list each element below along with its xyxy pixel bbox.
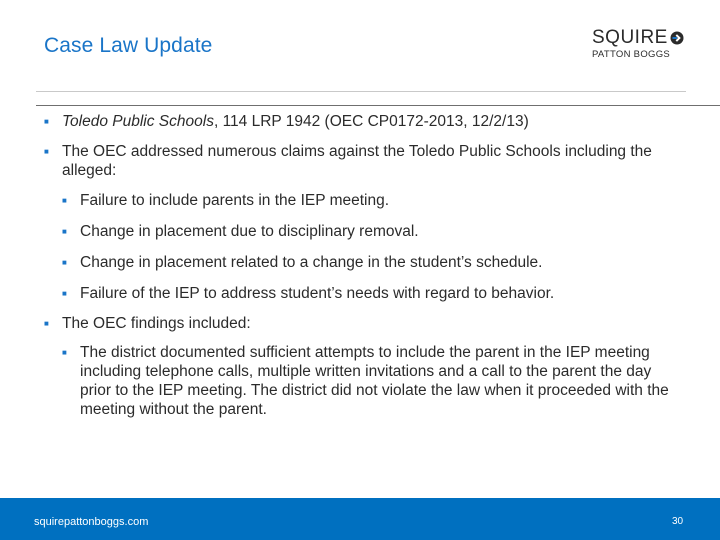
sub-bullet-marker: ■ [62, 289, 67, 298]
company-logo [592, 28, 692, 64]
slide-content [44, 112, 684, 431]
logo-wordmark-top: SQUIRE [592, 27, 668, 48]
sub-bullet-item [44, 222, 684, 241]
sub-bullet-text: Change in placement due to disciplinary removal. [80, 223, 419, 240]
bullet-marker: ■ [44, 147, 49, 156]
slide-title: Case Law Update [44, 34, 213, 57]
logo-mark-icon [670, 31, 684, 45]
header-divider-dark [36, 105, 720, 106]
sub-bullet-text: Change in placement related to a change in the student’s schedule. [80, 254, 543, 271]
bullet-findings [44, 314, 684, 333]
sub-bullet-marker: ■ [62, 258, 67, 267]
sub-bullet-text: The district documented sufficient attempts to include the parent in the IEP meeting including telephone calls, multiple written invitations and a call to the parent the day prior to the IEP meeting. The district did not violate the law when it proceeded with the meeting without the parent. [80, 344, 669, 418]
sub-bullet-marker: ■ [62, 348, 67, 357]
case-citation: , 114 LRP 1942 (OEC CP0172-2013, 12/2/13) [213, 113, 529, 130]
bullet-marker: ■ [44, 319, 49, 328]
findings-text: The OEC findings included: [62, 315, 251, 332]
sub-bullet-text: Failure to include parents in the IEP meeting. [80, 192, 390, 209]
sub-bullet-item [44, 191, 684, 210]
sub-bullet-marker: ■ [62, 196, 67, 205]
claims-text: The OEC addressed numerous claims against the Toledo Public Schools including the alleged: [62, 143, 652, 179]
sub-bullet-text: Failure of the IEP to address student’s needs with regard to behavior. [80, 285, 555, 302]
sub-bullet-marker: ■ [62, 227, 67, 236]
footer-bar [0, 498, 720, 540]
sub-bullet-item [44, 284, 684, 303]
sub-bullet-item [44, 253, 684, 272]
case-name: Toledo Public Schools [62, 113, 214, 130]
sub-bullet-item [44, 343, 684, 419]
bullet-claims [44, 142, 684, 180]
footer-website-link[interactable]: squirepattonboggs.com [34, 516, 149, 528]
bullet-marker: ■ [44, 117, 49, 126]
bullet-case-citation [44, 112, 684, 131]
page-number: 30 [672, 516, 684, 527]
logo-wordmark-bottom: PATTON BOGGS [592, 49, 671, 60]
header-divider [36, 91, 686, 92]
